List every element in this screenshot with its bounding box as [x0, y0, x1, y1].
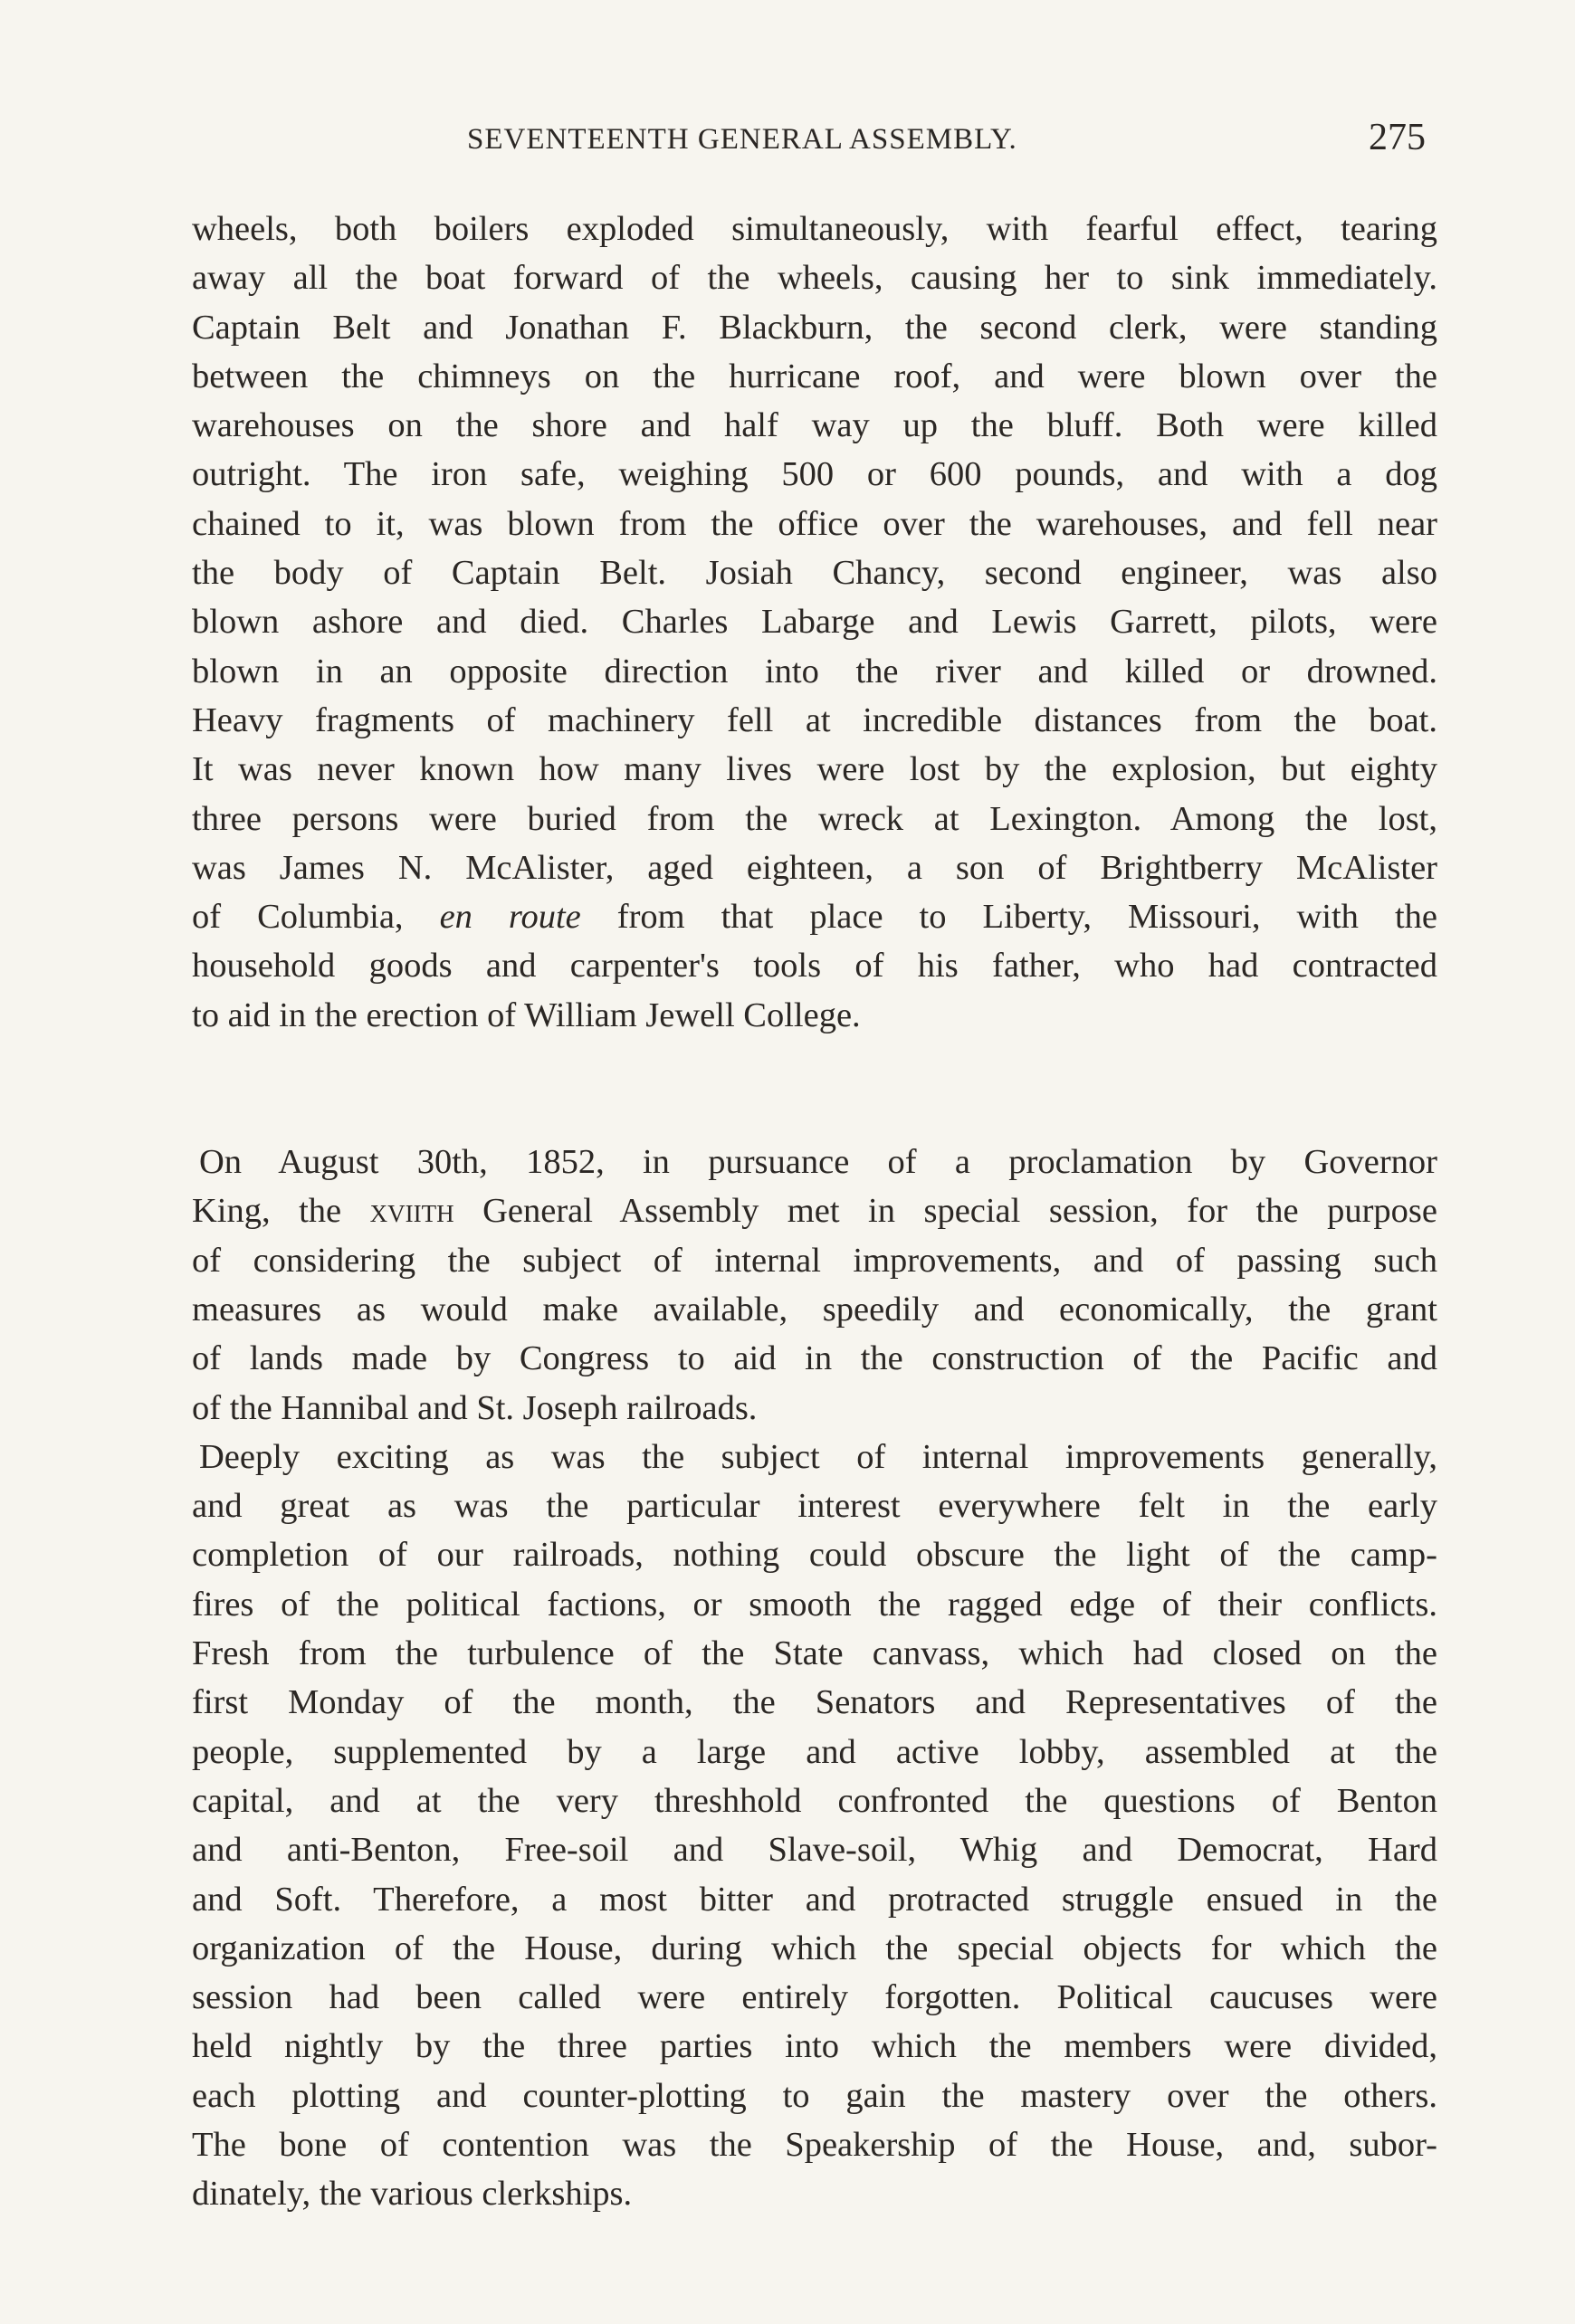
- text-line: between the chimneys on the hurricane roof, and were blown over the: [192, 357, 1437, 395]
- text-line: The bone of contention was the Speakership of the House, and, subor-: [192, 2125, 1437, 2164]
- text-line: blown ashore and died. Charles Labarge and Lewis Garrett, pilots, were: [192, 603, 1437, 642]
- text-line: and great as was the particular interest everywhere felt in the early: [192, 1487, 1437, 1526]
- text-line: to aid in the erection of William Jewell College.: [192, 995, 861, 1034]
- paragraph: [192, 205, 1437, 1040]
- text-line: session had been called were entirely forgotten. Political caucuses were: [192, 1978, 1437, 2017]
- text-segment: King, the: [192, 1192, 370, 1231]
- text-line: measures as would make available, speedily and economically, the grant: [192, 1290, 1437, 1329]
- text-line: warehouses on the shore and half way up the bluff. Both were killed: [192, 406, 1437, 445]
- text-line: of the Hannibal and St. Joseph railroads.: [192, 1388, 758, 1427]
- paragraph: [192, 1433, 1437, 2219]
- text-line: On August 30th, 1852, in pursuance of a proclamation by Governor: [199, 1143, 1437, 1182]
- page-number: 275: [1369, 117, 1426, 158]
- text-line: Captain Belt and Jonathan F. Blackburn, the second clerk, were standing: [192, 308, 1437, 347]
- body-text: [192, 205, 1437, 2219]
- text-line: and anti-Benton, Free-soil and Slave-soil, Whig and Democrat, Hard: [192, 1831, 1437, 1870]
- text-line: of considering the subject of internal improvements, and of passing such: [192, 1241, 1437, 1280]
- text-line: of lands made by Congress to aid in the construction of the Pacific and: [192, 1339, 1437, 1378]
- text-line: Heavy fragments of machinery fell at incredible distances from the boat.: [192, 700, 1437, 739]
- text-line: and Soft. Therefore, a most bitter and protracted struggle ensued in the: [192, 1880, 1437, 1919]
- text-line: household goods and carpenter's tools of his father, who had contracted: [192, 947, 1437, 986]
- text-line: held nightly by the three parties into which the members were divided,: [192, 2027, 1437, 2066]
- text-segment: General Assembly met in special session, for the purpose: [453, 1192, 1437, 1231]
- text-segment: of Columbia,: [192, 898, 440, 937]
- text-line: blown in an opposite direction into the river and killed or drowned.: [192, 652, 1437, 691]
- text-line: capital, and at the very threshhold confronted the questions of Benton: [192, 1781, 1437, 1820]
- text-segment: from that place to Liberty, Missouri, with the: [580, 898, 1437, 937]
- text-line: [192, 1186, 1437, 1235]
- text-line: completion of our railroads, nothing could obscure the light of the camp-: [192, 1536, 1437, 1575]
- text-line: each plotting and counter-plotting to gain the mastery over the others.: [192, 2076, 1437, 2115]
- running-head-title: SEVENTEENTH GENERAL ASSEMBLY.: [467, 123, 1017, 156]
- text-line: Deeply exciting as was the subject of internal improvements generally,: [199, 1437, 1437, 1476]
- text-line: the body of Captain Belt. Josiah Chancy, second engineer, was also: [192, 554, 1437, 593]
- text-line: first Monday of the month, the Senators and Representatives of the: [192, 1683, 1437, 1722]
- text-line: fires of the political factions, or smooth the ragged edge of their conflicts.: [192, 1585, 1437, 1624]
- text-line: away all the boat forward of the wheels, causing her to sink immediately.: [192, 259, 1437, 298]
- italic-text: en route: [439, 898, 581, 937]
- text-line: three persons were buried from the wreck at Lexington. Among the lost,: [192, 799, 1437, 838]
- running-head: [0, 116, 1575, 170]
- text-line: people, supplemented by a large and active lobby, assembled at the: [192, 1732, 1437, 1771]
- text-line: chained to it, was blown from the office over the warehouses, and fell near: [192, 504, 1437, 543]
- text-line: wheels, both boilers exploded simultaneously, with fearful effect, tearing: [192, 210, 1437, 248]
- paragraph-gap: [192, 1040, 1437, 1138]
- text-line: Fresh from the turbulence of the State canvass, which had closed on the: [192, 1634, 1437, 1673]
- text-line: dinately, the various clerkships.: [192, 2175, 633, 2214]
- text-line: organization of the House, during which the special objects for which the: [192, 1929, 1437, 1967]
- text-line: was James N. McAlister, aged eighteen, a son of Brightberry McAlister: [192, 848, 1437, 887]
- text-line: It was never known how many lives were lost by the explosion, but eighty: [192, 750, 1437, 789]
- paragraph: [192, 1138, 1437, 1433]
- small-caps-text: xviith: [369, 1192, 454, 1231]
- text-line: outright. The iron safe, weighing 500 or 600 pounds, and with a dog: [192, 455, 1437, 494]
- text-line: [192, 892, 1437, 941]
